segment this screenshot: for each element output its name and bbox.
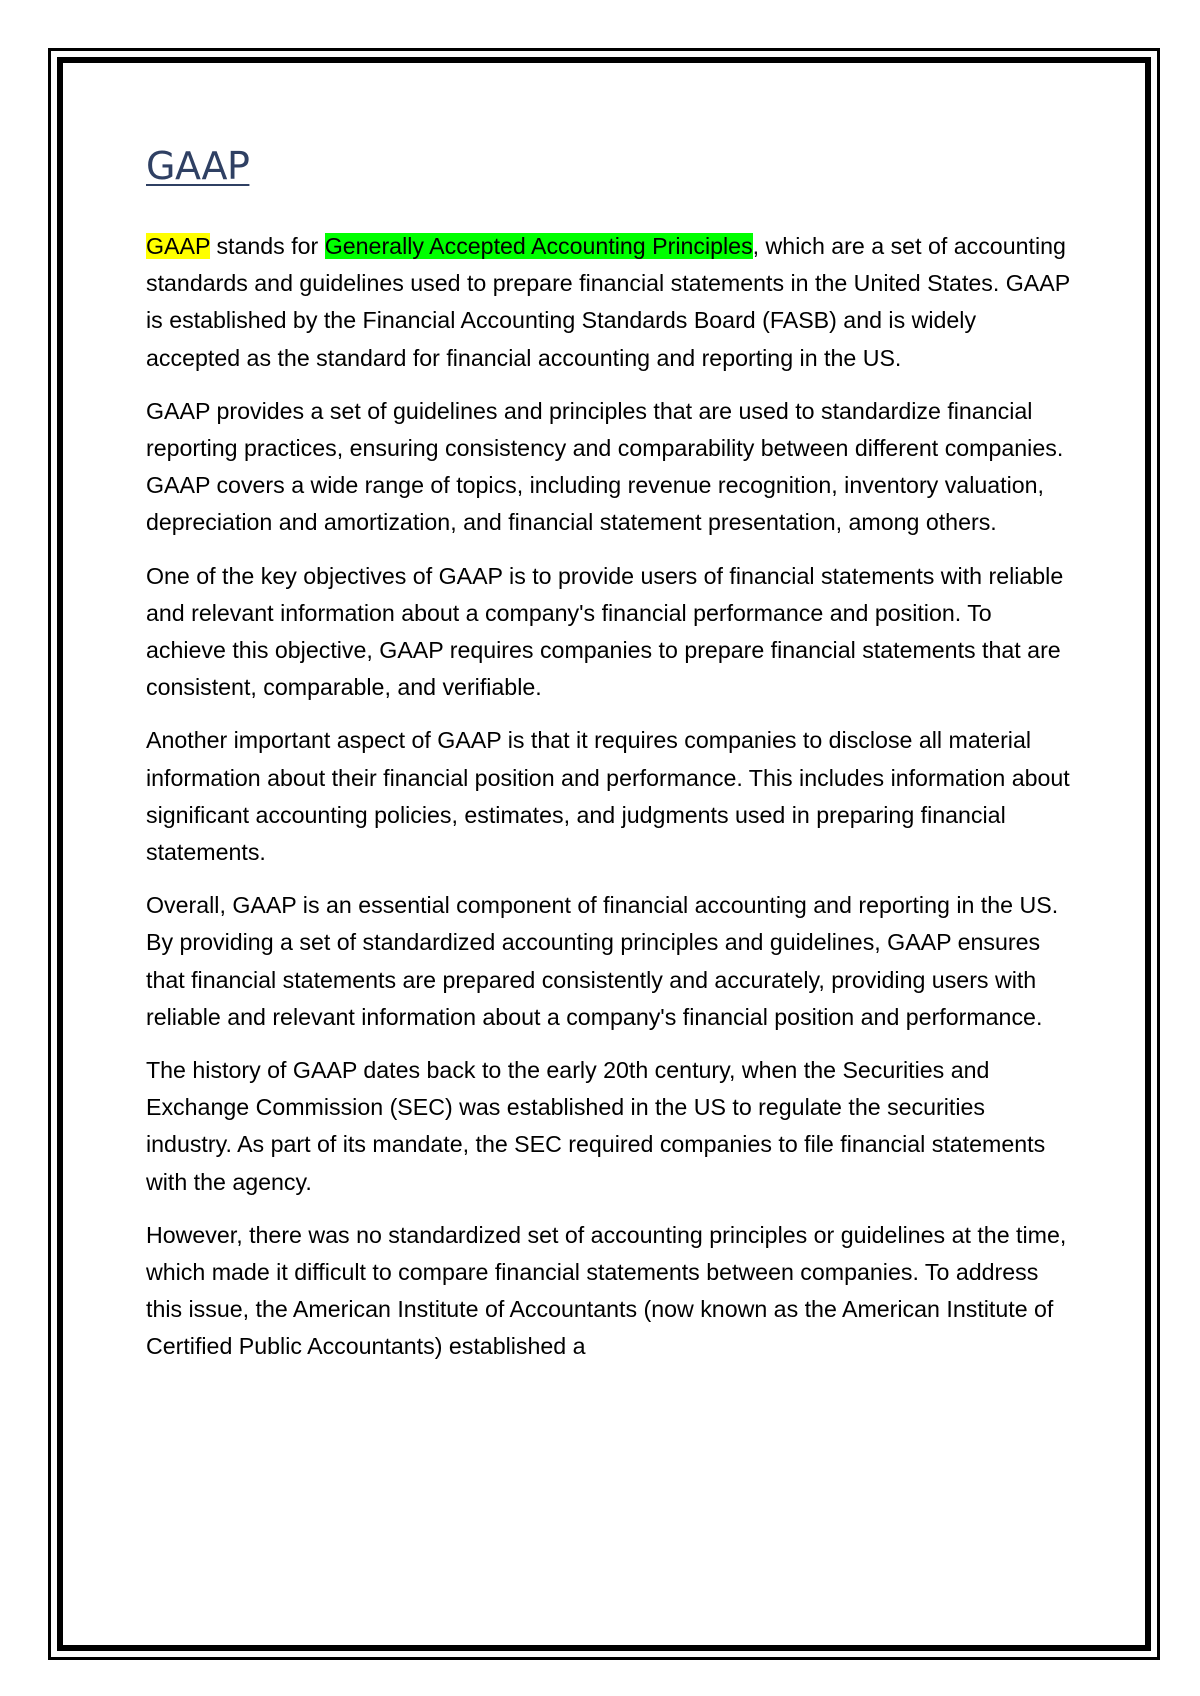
body-paragraph: One of the key objectives of GAAP is to provide users of financial statements with reliable and relevant information about a company's financial performance and position. To achieve this objective, GAAP requires companies to prepare financial statements that are consistent, comparable, and verifiable. <box>146 562 1064 701</box>
highlighted-term: GAAP <box>146 233 211 259</box>
body-paragraph: However, there was no standardized set of accounting principles or guidelines at the time, which made it difficult to compare financial statements between companies. To address this issue, the American Institute of Accountants (now known as the American Institute of Certified Public Accountants) established a <box>146 1221 1067 1360</box>
document-title: GAAP <box>146 144 250 188</box>
intro-paragraph <box>146 228 1076 377</box>
body-paragraph: Overall, GAAP is an essential component of financial accounting and reporting in the US. By providing a set of standardized accounting principles and guidelines, GAAP ensures that financial statements are prepared consistently and accurately, providing users with reliable and relevant information about a company's financial position and performance. <box>146 892 1059 1030</box>
document-body <box>146 140 1076 1382</box>
intro-connector: stands for <box>210 233 325 259</box>
intro-rest: , which are a set of accounting standards and guidelines used to prepare financial statements in the United States. GAAP is established by the Financial Accounting Standards Board (FASB) and is widely accepted as the standard for financial accounting and reporting in the US. <box>146 233 1070 371</box>
body-paragraph: Another important aspect of GAAP is that it requires companies to disclose all material information about their financial position and performance. This includes information about significant accounting policies, estimates, and judgments used in preparing financial statements. <box>146 727 1070 866</box>
highlighted-expansion: Generally Accepted Accounting Principles <box>324 233 753 259</box>
body-paragraph: The history of GAAP dates back to the early 20th century, when the Securities and Exchange Commission (SEC) was established in the US to regulate the securities industry. As part of its mandate, the SEC required companies to file financial statements with the agency. <box>146 1057 1046 1195</box>
body-paragraph: GAAP provides a set of guidelines and principles that are used to standardize financial reporting practices, ensuring consistency and comparability between different companies. GAAP covers a wide range of topics, including revenue recognition, inventory valuation, depreciation and amortization, and financial statement presentation, among others. <box>146 397 1064 536</box>
